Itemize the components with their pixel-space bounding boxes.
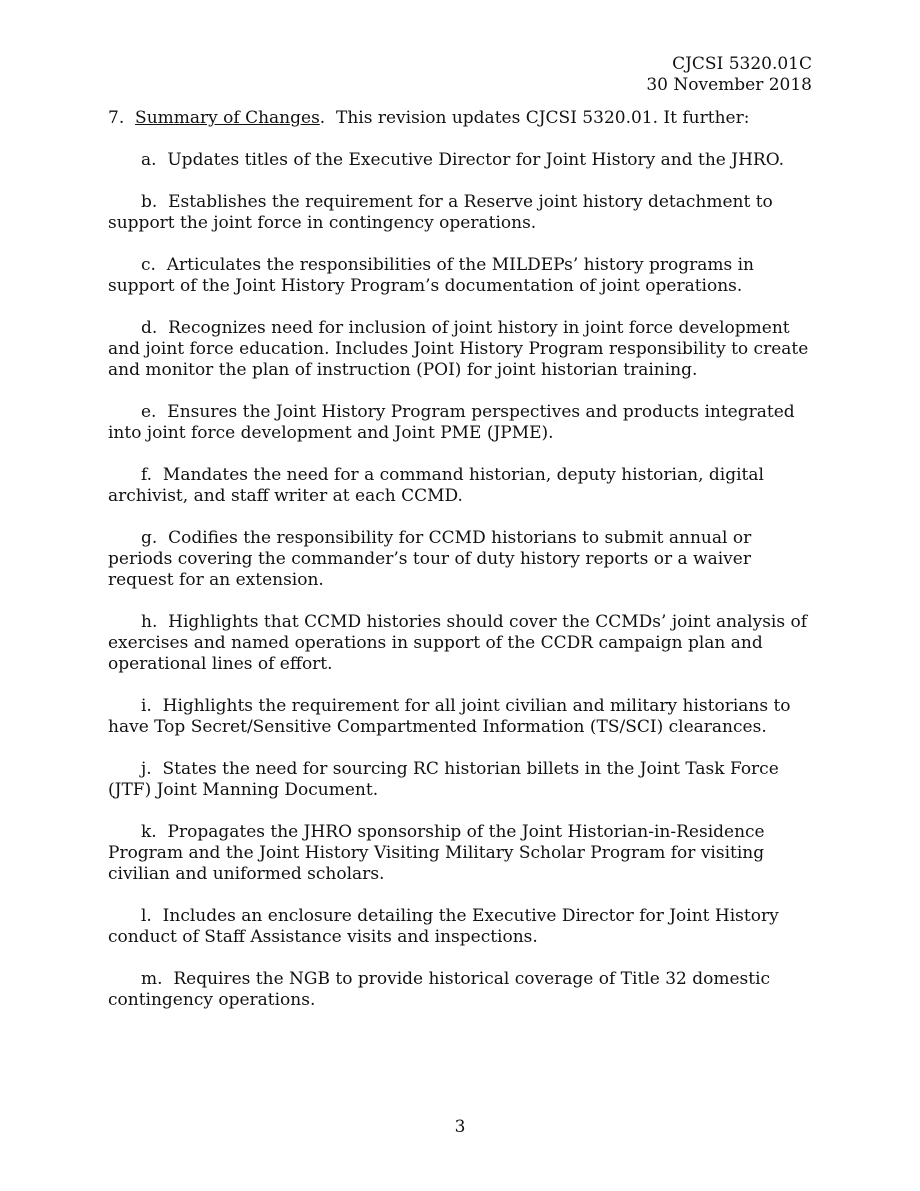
list-item-c	[108, 255, 814, 297]
list-item-m	[108, 969, 814, 1011]
item-text: Requires the NGB to provide historical coverage of Title 32 domestic contingency operations.	[108, 969, 771, 1010]
section-title-end: .	[319, 108, 326, 128]
item-letter: a.	[141, 150, 157, 170]
item-text: Updates titles of the Executive Director for Joint History and the JHRO.	[167, 150, 785, 170]
item-text: Recognizes need for inclusion of joint history in joint force development and joint force education. Includes Joint History Program responsibility to create and monitor the plan of instruction (POI) for joint historian training.	[108, 318, 809, 380]
section-number: 7.	[108, 108, 125, 128]
list-item-d	[108, 318, 814, 381]
list-item-b	[108, 192, 814, 234]
item-text: Mandates the need for a command historian, deputy historian, digital archivist, and staff writer at each CCMD.	[108, 465, 764, 506]
section-intro-text: This revision updates CJCSI 5320.01. It further:	[336, 108, 750, 128]
item-text: Includes an enclosure detailing the Executive Director for Joint History conduct of Staff Assistance visits and inspections.	[108, 906, 779, 947]
item-text: Ensures the Joint History Program perspectives and products integrated into joint force development and Joint PME (JPME).	[108, 402, 795, 443]
list-item-h	[108, 612, 814, 675]
list-item-l	[108, 906, 814, 948]
list-item-g	[108, 528, 814, 591]
section-title: Summary of Changes	[135, 108, 320, 128]
item-letter: i.	[141, 696, 152, 716]
list-item-k	[108, 822, 814, 885]
item-letter: c.	[141, 255, 156, 275]
list-item-a	[108, 150, 814, 171]
list-item-e	[108, 402, 814, 444]
item-text: Codifies the responsibility for CCMD historians to submit annual or periods covering the commander’s tour of duty history reports or a waiver request for an extension.	[108, 528, 752, 590]
item-text: Highlights the requirement for all joint civilian and military historians to have Top Secret/Sensitive Compartmented Information (TS/SCI) clearances.	[108, 696, 791, 737]
item-text: States the need for sourcing RC historian billets in the Joint Task Force (JTF) Joint Manning Document.	[108, 759, 779, 800]
item-letter: g.	[141, 528, 158, 548]
item-letter: d.	[141, 318, 158, 338]
item-letter: j.	[141, 759, 152, 779]
list-item-j	[108, 759, 814, 801]
item-letter: e.	[141, 402, 157, 422]
list-item-f	[108, 465, 814, 507]
item-text: Propagates the JHRO sponsorship of the Joint Historian-in-Residence Program and the Joint History Visiting Military Scholar Program for visiting civilian and uniformed scholars.	[108, 822, 765, 884]
list-item-i	[108, 696, 814, 738]
document-date: 30 November 2018	[646, 75, 812, 95]
document-header	[646, 54, 812, 96]
item-text: Establishes the requirement for a Reserve joint history detachment to support the joint force in contingency operations.	[108, 192, 773, 233]
item-letter: f.	[141, 465, 153, 485]
document-id: CJCSI 5320.01C	[672, 54, 812, 74]
document-body	[108, 108, 814, 1032]
item-letter: b.	[141, 192, 158, 212]
item-text: Articulates the responsibilities of the MILDEPs’ history programs in support of the Joint History Program’s documentation of joint operations.	[108, 255, 754, 296]
item-letter: k.	[141, 822, 157, 842]
section-intro-paragraph	[108, 108, 814, 129]
item-text: Highlights that CCMD histories should cover the CCMDs’ joint analysis of exercises and named operations in support of the CCDR campaign plan and operational lines of effort.	[108, 612, 808, 674]
item-letter: h.	[141, 612, 158, 632]
item-letter: m.	[141, 969, 163, 989]
item-letter: l.	[141, 906, 152, 926]
page-number: 3	[454, 1117, 466, 1137]
